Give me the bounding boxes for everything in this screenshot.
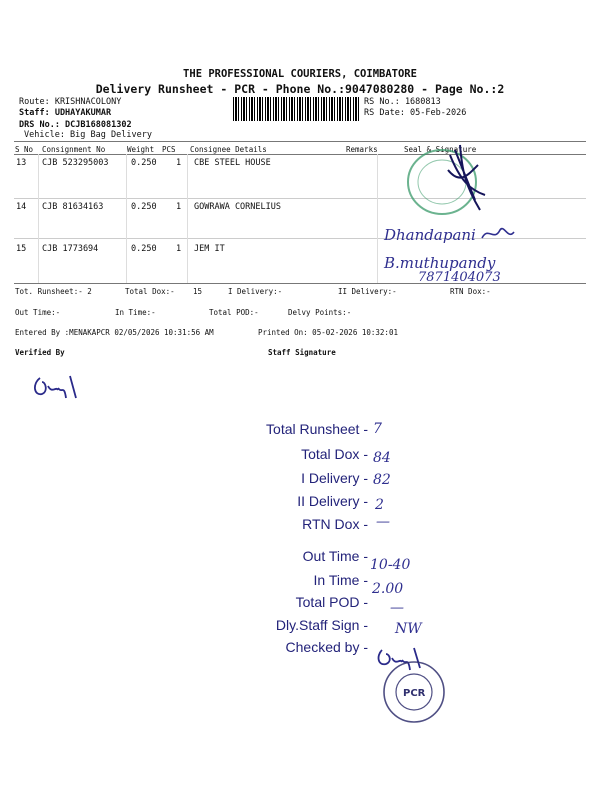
- entered-by: Entered By :MENAKAPCR 02/05/2026 10:31:56 AM: [15, 328, 214, 337]
- receiver-name-2: B.muthupandy: [384, 254, 496, 272]
- printed-on: Printed On: 05-02-2026 10:32:01: [258, 328, 398, 337]
- summary-label-i-delivery: I Delivery -: [301, 470, 368, 486]
- col-header-seal: Seal & Signature: [404, 145, 477, 154]
- row-weight: 0.250: [131, 158, 157, 168]
- summary-value-i-delivery: 82: [373, 472, 391, 488]
- summary-value-out-time: 10-40: [370, 557, 411, 573]
- ii-delivery: II Delivery:-: [338, 287, 397, 296]
- vehicle-label: Vehicle: Big Bag Delivery: [24, 130, 152, 140]
- row-divider: [14, 198, 586, 199]
- col-divider: [187, 154, 188, 283]
- summary-value-runsheet: 7: [373, 421, 382, 437]
- summary-label-checked-by: Checked by -: [285, 639, 368, 655]
- drs-label: DRS No.: DCJB168081302: [19, 120, 132, 130]
- summary-value-in-time: 2.00: [372, 581, 404, 597]
- summary-value-ii-delivery: 2: [375, 497, 384, 513]
- row-pcs: 1: [176, 158, 182, 168]
- total-dox-value: 15: [193, 287, 203, 296]
- route-label: Route: KRISHNACOLONY: [19, 97, 122, 107]
- col-header-remarks: Remarks: [346, 145, 378, 154]
- rtn-dox: RTN Dox:-: [450, 287, 491, 296]
- table-header-border: [14, 154, 586, 155]
- row-sno: 13: [16, 158, 27, 168]
- summary-label-rtn-dox: RTN Dox -: [302, 516, 368, 532]
- row-consignee: JEM IT: [194, 244, 225, 254]
- col-divider: [38, 154, 39, 283]
- delvy-points: Delvy Points:-: [288, 308, 352, 317]
- runsheet-subtitle: Delivery Runsheet - PCR - Phone No.:9047080280 - Page No.:2: [95, 82, 505, 96]
- total-runsheet: Tot. Runsheet:- 2: [15, 287, 92, 296]
- in-time: In Time:-: [115, 308, 156, 317]
- rs-no: RS No.: 1680813: [364, 97, 441, 107]
- verified-by: Verified By: [15, 348, 65, 357]
- verified-signature: [30, 364, 100, 404]
- summary-label-total-pod: Total POD -: [295, 594, 368, 610]
- col-header-consignment: Consignment No: [42, 145, 106, 154]
- summary-label-runsheet: Total Runsheet -: [266, 421, 368, 437]
- pcr-round-stamp: [372, 656, 462, 726]
- col-header-pcs: PCS: [162, 145, 176, 154]
- row-consignment: CJB 81634163: [42, 202, 104, 212]
- total-pod: Total POD:-: [209, 308, 259, 317]
- summary-value-total-pod: —: [390, 600, 404, 616]
- table-top-border: [14, 141, 586, 142]
- row-pcs: 1: [176, 244, 182, 254]
- total-dox-label: Total Dox:-: [125, 287, 175, 296]
- col-header-consignee: Consignee Details: [190, 145, 267, 154]
- row-consignee: GOWRAWA CORNELIUS: [194, 202, 281, 212]
- out-time: Out Time:-: [15, 308, 61, 317]
- col-divider: [126, 154, 127, 283]
- col-header-sno: S No: [15, 145, 34, 154]
- row-consignment: CJB 523295003: [42, 158, 109, 168]
- i-delivery: I Delivery:-: [228, 287, 283, 296]
- green-seal-stamp: [400, 140, 490, 220]
- col-header-weight: Weight: [127, 145, 155, 154]
- row-consignment: CJB 1773694: [42, 244, 99, 254]
- staff-signature: Staff Signature: [268, 348, 336, 357]
- receiver-phone: 7871404073: [418, 270, 501, 285]
- summary-label-ii-delivery: II Delivery -: [297, 493, 368, 509]
- row-consignee: CBE STEEL HOUSE: [194, 158, 271, 168]
- summary-label-in-time: In Time -: [313, 572, 368, 588]
- summary-label-out-time: Out Time -: [302, 548, 368, 564]
- receiver-name-1: Dhandapani: [384, 226, 476, 244]
- row-sno: 14: [16, 202, 27, 212]
- summary-value-rtn-dox: —: [376, 514, 390, 530]
- row-sno: 15: [16, 244, 27, 254]
- company-title: THE PROFESSIONAL COURIERS, COIMBATORE: [183, 68, 417, 80]
- row-weight: 0.250: [131, 202, 157, 212]
- stamp-text: PCR: [403, 688, 426, 699]
- barcode: [233, 97, 360, 121]
- row-weight: 0.250: [131, 244, 157, 254]
- row-pcs: 1: [176, 202, 182, 212]
- staff-label: Staff: UDHAYAKUMAR: [19, 108, 112, 118]
- receiver-signature-1: [478, 222, 518, 244]
- col-divider: [377, 154, 378, 283]
- rs-date: RS Date: 05-Feb-2026: [364, 108, 467, 118]
- summary-label-staff-sign: Dly.Staff Sign -: [275, 617, 368, 633]
- summary-value-staff-sign: NW: [395, 621, 422, 637]
- summary-value-dox: 84: [373, 450, 391, 466]
- summary-label-dox: Total Dox -: [301, 446, 368, 462]
